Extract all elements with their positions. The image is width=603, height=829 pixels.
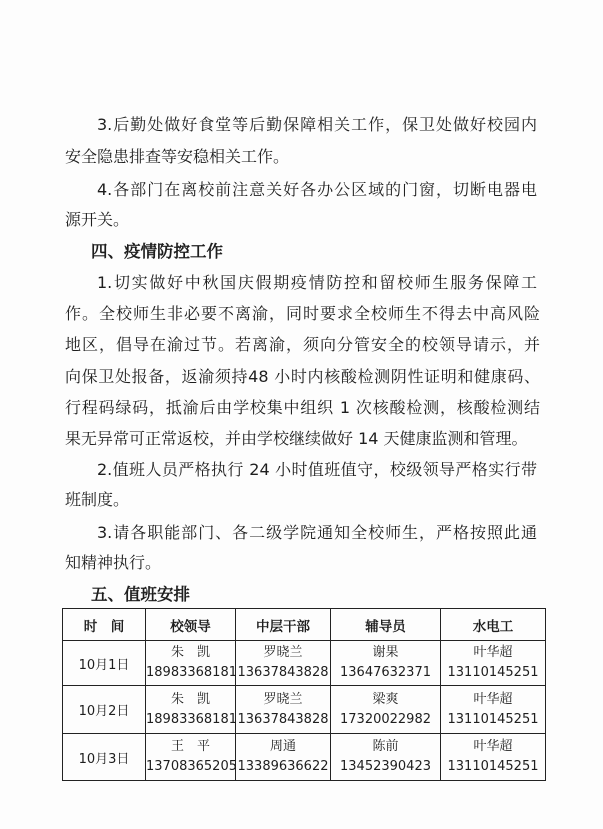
duty-date: 10月1日: [63, 641, 146, 686]
duty-date: 10月3日: [63, 734, 146, 781]
middle-cadre-name: 罗晓兰: [263, 691, 303, 707]
counselor-name: 陈前: [372, 739, 399, 754]
table-row: [63, 686, 546, 734]
middle-cadre-cell: [236, 734, 331, 781]
leader-phone: 13708365205: [146, 759, 237, 774]
counselor-name: 梁爽: [372, 691, 399, 707]
middle-cadre-name: 罗晓兰: [263, 645, 303, 660]
paragraph-4-line-2: 源开关。: [65, 210, 130, 229]
section-4-item-1-line-3: 地区，倡导在渝过节。若离渝，须向分管安全的校领导请示，并: [65, 335, 540, 354]
electrician-name: 叶华超: [473, 691, 513, 707]
table-row: [63, 641, 546, 686]
leader-cell: [146, 686, 236, 734]
leader-name: 朱 凯: [170, 645, 210, 660]
section-4-item-2-line-2: 班制度。: [65, 490, 130, 509]
counselor-name: 谢果: [372, 645, 399, 660]
paragraph-3-line-2: 安全隐患排查等安稳相关工作。: [65, 147, 290, 166]
section-4-item-1-line-4: 向保卫处报备，返渝须持48 小时内核酸检测阴性证明和健康码、: [65, 367, 540, 386]
middle-cadre-cell: [236, 686, 331, 734]
section-4-item-1-line-5: 行程码绿码，抵渝后由学校集中组织 1 次核酸检测，核酸检测结: [65, 398, 540, 417]
leader-phone: 18983368181: [146, 711, 237, 727]
counselor-cell: [331, 686, 441, 734]
middle-cadre-cell: [236, 641, 331, 686]
counselor-phone: 13647632371: [340, 665, 431, 680]
section-4-heading: 四、疫情防控工作: [91, 242, 223, 261]
electrician-cell: [441, 686, 546, 734]
electrician-cell: [441, 641, 546, 686]
counselor-cell: [331, 734, 441, 781]
header-counselor: 辅导员: [331, 609, 441, 641]
leader-name: 王 平: [170, 739, 210, 754]
section-4-item-3-line-1: 3.请各职能部门、各二级学院通知全校师生，严格按照此通: [97, 523, 537, 542]
duty-date: 10月2日: [63, 686, 146, 734]
section-4-item-2-line-1: 2.值班人员严格执行 24 小时值班值守，校级领导严格实行带: [97, 460, 537, 479]
counselor-cell: [331, 641, 441, 686]
leader-cell: [146, 641, 236, 686]
duty-schedule-table: [62, 608, 546, 781]
middle-cadre-phone: 13637843828: [237, 711, 329, 727]
section-4-item-1-line-6: 果无异常可正常返校，并由学校继续做好 14 天健康监测和管理。: [65, 429, 528, 448]
electrician-name: 叶华超: [473, 645, 513, 660]
counselor-phone: 17320022982: [340, 711, 431, 727]
paragraph-3-line-1: 3.后勤处做好食堂等后勤保障相关工作，保卫处做好校园内: [97, 115, 537, 134]
section-4-item-1-line-2: 作。全校师生非必要不离渝，同时要求全校师生不得去中高风险: [65, 304, 540, 323]
counselor-phone: 13452390423: [340, 759, 431, 774]
section-5-heading: 五、值班安排: [91, 585, 190, 604]
electrician-cell: [441, 734, 546, 781]
section-4-item-3-line-2: 知精神执行。: [65, 553, 162, 572]
header-time: 时 间: [63, 609, 146, 641]
section-4-item-1-line-1: 1.切实做好中秋国庆假期疫情防控和留校师生服务保障工: [97, 273, 537, 292]
header-middle-cadre: 中层干部: [236, 609, 331, 641]
header-school-leader: 校领导: [146, 609, 236, 641]
table-header-row: [63, 609, 546, 641]
electrician-phone: 13110145251: [447, 711, 539, 727]
header-electrician: 水电工: [441, 609, 546, 641]
table-row: [63, 734, 546, 781]
leader-cell: [146, 734, 236, 781]
electrician-phone: 13110145251: [447, 665, 539, 680]
electrician-phone: 13110145251: [447, 759, 539, 774]
middle-cadre-name: 周通: [269, 739, 296, 754]
paragraph-4-line-1: 4.各部门在离校前注意关好各办公区域的门窗，切断电器电: [97, 180, 537, 199]
leader-phone: 18983368181: [146, 665, 237, 680]
middle-cadre-phone: 13637843828: [237, 665, 329, 680]
leader-name: 朱 凯: [170, 691, 210, 707]
middle-cadre-phone: 13389636622: [237, 759, 329, 774]
electrician-name: 叶华超: [473, 739, 513, 754]
